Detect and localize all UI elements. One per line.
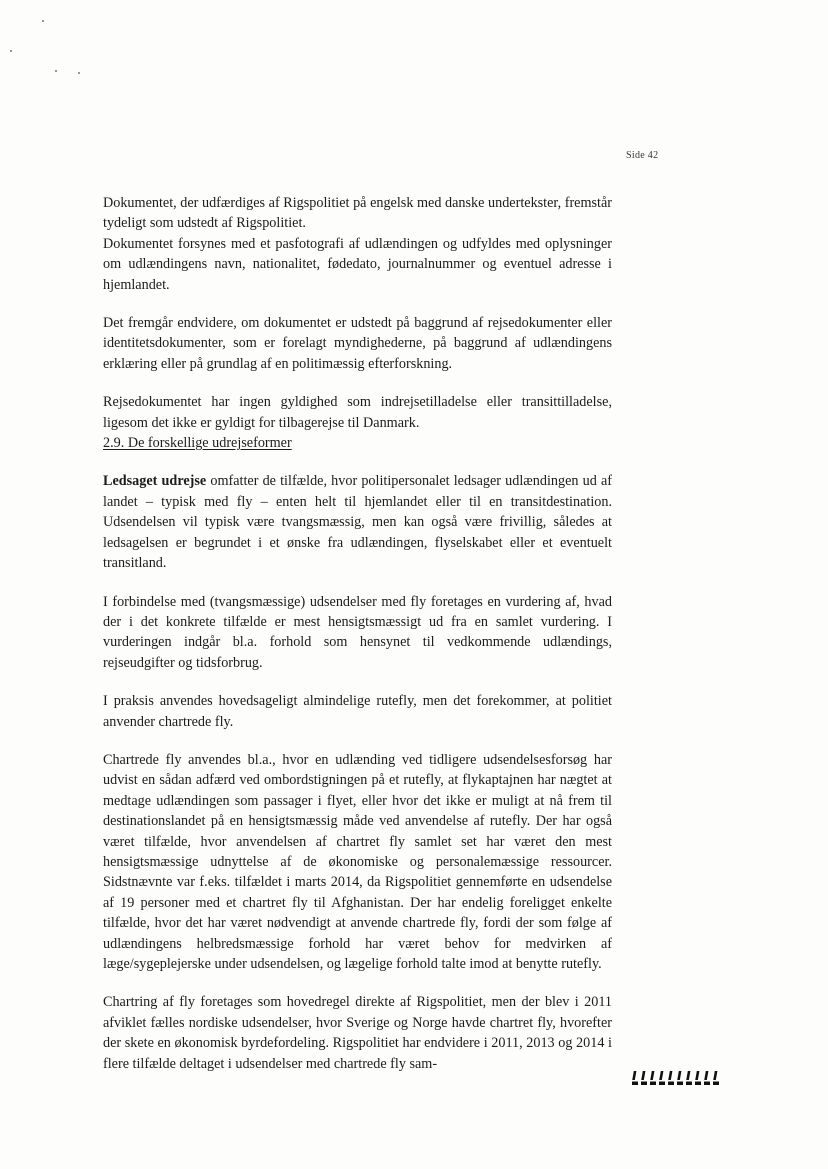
section-heading: 2.9. De forskellige udrejseformer [103, 435, 292, 452]
paragraph: I forbindelse med (tvangsmæssige) udsendelser med fly foretages en vurdering af, hvad der i det konkrete tilfælde er mest hensigtsmæssigt ud fra en samlet vurdering. I vurderingen indgår bl.a. forhold som hensynet til vedkommende udlændings, rejseudgifter og tidsforbrug. [103, 593, 612, 671]
document-body [103, 193, 612, 1074]
paragraph: I praksis anvendes hovedsageligt almindelige rutefly, men det forekommer, at politiet anvender chartrede fly. [103, 693, 612, 730]
paragraph: Chartrede fly anvendes bl.a., hvor en udlænding ved tidligere udsendelsesforsøg har udvist en sådan adfærd ved ombordstigningen på et rutefly, at flykaptajnen har nægtet at medtage udlændingen som passager i flyet, eller hvor det ikke er muligt at nå frem til destinationslandet på en hensigtsmæssig måde ved anvendelse af rutefly. Der har også været tilfælde, hvor anvendelsen af chartret fly samlet set har været den mest hensigtsmæssige udnyttelse af de økonomiske og personalemæssige ressourcer. Sidstnævnte var f.eks. tilfældet i marts 2014, da Rigspolitiet gennemførte en udsendelse af 19 personer med et chartret fly til Afghanistan. Der har endelig foreligget enkelte tilfælde, hvor det har været nødvendigt at anvende chartrede fly, fordi der som følge af udlændingens helbredsmæssige forhold har været behov for medvirken af læge/sygeplejerske under udsendelsen, og lægelige forhold talte imod at benytte rutefly. [103, 751, 612, 972]
scan-speck [78, 72, 80, 74]
scan-speck [55, 70, 57, 72]
paragraph: Chartring af fly foretages som hovedregel direkte af Rigspolitiet, men der blev i 2011 afviklet fælles nordiske udsendelser, hvor Sverige og Norge havde chartret fly, hvorefter der skete en økonomisk byrdefordeling. Rigspolitiet har endvidere i 2011, 2013 og 2014 i flere tilfælde deltaget i udsendelser med chartrede fly sam- [103, 994, 612, 1072]
paragraph: Det fremgår endvidere, om dokumentet er udstedt på baggrund af rejsedokumenter eller identitetsdokumenter, som er forelagt myndighederne, på baggrund af udlændingens erklæring eller på grundlag af en politimæssig efterforskning. [103, 315, 612, 372]
paragraph: Dokumentet, der udfærdiges af Rigspolitiet på engelsk med danske undertekster, fremstår tydeligt som udstedt af Rigspolitiet. [103, 195, 612, 232]
barcode-stamp-icon [632, 1070, 724, 1086]
paragraph-text: omfatter de tilfælde, hvor politipersonalet ledsager udlændingen ud af landet – typisk med fly – enten helt til hjemlandet eller til en transitdestination. Udsendelsen vil typisk være tvangsmæssig, men kan også være frivillig, således at ledsagelsen er begrundet i et ønske fra udlændingen, flyselskabet eller et eventuelt transitland. [103, 473, 612, 572]
paragraph: Rejsedokumentet har ingen gyldighed som indrejsetilladelse eller transittilladelse, ligesom det ikke er gyldigt for tilbagerejse til Danmark. [103, 394, 612, 431]
scan-speck [10, 50, 12, 52]
bold-term: Ledsaget udrejse [103, 473, 207, 490]
page-number: Side 42 [626, 150, 659, 161]
scan-speck [42, 20, 44, 22]
paragraph [103, 471, 612, 573]
paragraph: Dokumentet forsynes med et pasfotografi af udlændingen og udfyldes med oplysninger om udlændingens navn, nationalitet, fødedato, journalnummer og eventuel adresse i hjemlandet. [103, 235, 612, 293]
